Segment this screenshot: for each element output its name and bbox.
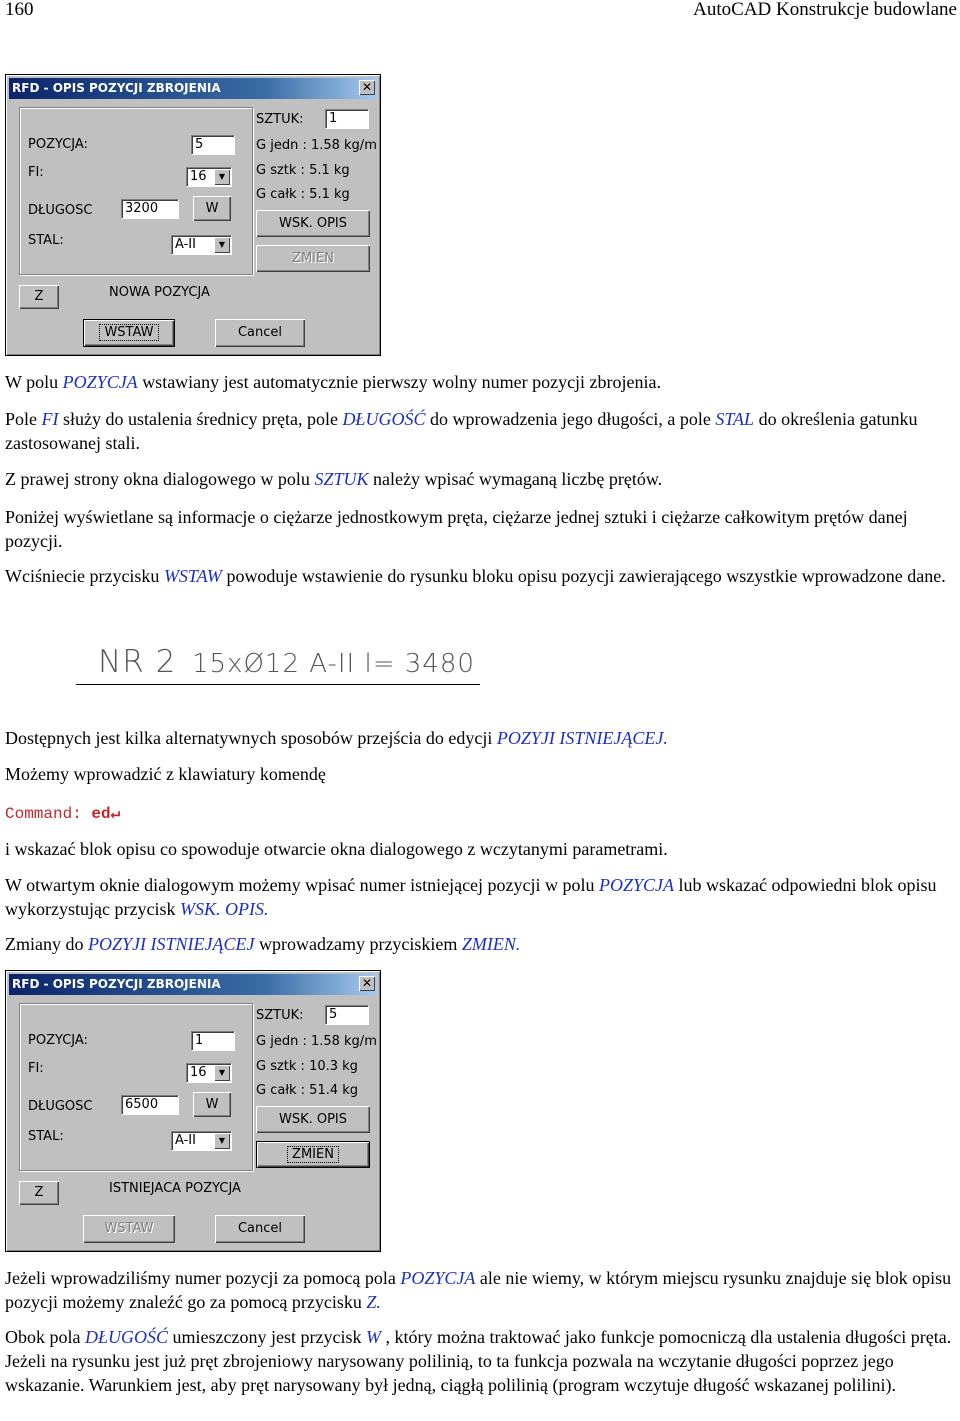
text: W polu [5, 372, 63, 392]
text: i wskazać blok opisu co spowoduje otwarcie okna dialogowego z wczytanymi parametrami. [5, 839, 668, 859]
sztuk-label: SZTUK: [256, 112, 304, 127]
text: lub wskazać odpowiedni blok opisu wykorzystując przycisk [5, 875, 937, 919]
text: W otwartym oknie dialogowym możemy wpisać numer istniejącej pozycji w polu [5, 875, 600, 895]
stal-label: STAL: [28, 233, 64, 248]
dialog-titlebar [9, 78, 377, 99]
chevron-down-icon[interactable]: ▼ [214, 1133, 230, 1149]
paragraph-existing [5, 873, 957, 921]
paragraph-edit-intro [5, 726, 957, 750]
text: ale nie wiemy, w którym miejscu rysunku znajduje się blok opisu pozycji możemy znaleźć go za pomocą przycisku [5, 1268, 952, 1312]
paragraph-changes [5, 932, 957, 956]
dialog-title: RFD - OPIS POZYCJI ZBROJENIA [12, 81, 221, 95]
dialog-new-position [5, 74, 381, 356]
text: Wciśniecie przycisku [5, 566, 164, 586]
keyword: STAL [715, 409, 755, 429]
status-text: NOWA POZYCJA [109, 285, 210, 300]
wsk-opis-button[interactable] [256, 210, 370, 237]
keyword: ZMIEN [461, 934, 516, 954]
paragraph-wstaw [5, 564, 957, 588]
close-icon[interactable]: ✕ [359, 80, 375, 95]
keyword: POZYCJA [599, 875, 675, 895]
text: do określenia gatunku zastosowanej stali. [5, 409, 918, 453]
zmien-button[interactable] [256, 1141, 370, 1168]
position-label-sample [76, 646, 480, 685]
stal-select[interactable] [171, 1131, 232, 1151]
nr-text: NR 2 [98, 644, 177, 680]
keyword: POZYJI ISTNIEJĄCEJ [496, 728, 664, 748]
keyword: Z [366, 1292, 377, 1312]
w-button-label: W [205, 201, 219, 216]
text: powoduje wstawienie do rysunku bloku opisu pozycji zawierającego wszystkie wprowadzone dane. [221, 566, 946, 586]
status-text: ISTNIEJACA POZYCJA [109, 1181, 241, 1196]
keyword: POZYJI ISTNIEJĄCEJ [88, 934, 255, 954]
text: . [263, 899, 269, 919]
stal-label: STAL: [28, 1129, 64, 1144]
sztuk-input[interactable]: 1 [325, 109, 369, 129]
keyword: W [365, 1327, 381, 1347]
wsk-opis-label: WSK. OPIS [278, 216, 348, 231]
book-title: AutoCAD Konstrukcje budowlane [693, 0, 957, 20]
dialog-titlebar [9, 974, 377, 995]
w-button[interactable] [193, 1092, 231, 1117]
dlugosc-input[interactable]: 3200 [121, 199, 179, 219]
text: Z prawej strony okna dialogowego w polu [5, 469, 315, 489]
g-calk-text: G całk : 51.4 kg [256, 1083, 359, 1098]
fi-label: FI: [28, 165, 44, 180]
cancel-label: Cancel [237, 325, 283, 340]
text: . [515, 934, 521, 954]
chevron-down-icon[interactable]: ▼ [214, 237, 230, 253]
text: Jeżeli wprowadziliśmy numer pozycji za pomocą pola [5, 1268, 401, 1288]
rebar-spec-text: 15xØ12 A-II l= 3480 [192, 649, 475, 679]
pozycja-input[interactable]: 1 [191, 1031, 235, 1051]
paragraph-weights [5, 505, 957, 553]
paragraph-command-intro [5, 762, 957, 786]
z-label: Z [34, 289, 44, 304]
g-sztk-text: G sztk : 5.1 kg [256, 163, 350, 178]
stal-select[interactable] [171, 235, 232, 255]
fi-value: 16 [190, 1065, 207, 1080]
keyword: POZYCJA [62, 372, 138, 392]
wstaw-label: WSTAW [100, 325, 157, 340]
cancel-label: Cancel [237, 1221, 283, 1236]
z-button[interactable] [19, 285, 59, 309]
close-icon[interactable]: ✕ [359, 976, 375, 991]
sztuk-input[interactable]: 5 [325, 1005, 369, 1025]
text: Obok pola [5, 1327, 85, 1347]
g-jedn-text: G jedn : 1.58 kg/m [256, 1034, 377, 1049]
pozycja-input[interactable]: 5 [191, 135, 235, 155]
zmien-button[interactable] [256, 245, 370, 272]
keyword: DŁUGOŚĆ [85, 1327, 169, 1347]
text: należy wpisać wymaganą liczbę prętów. [368, 469, 663, 489]
dlugosc-label: DŁUGOSC [28, 203, 93, 218]
text: do wprowadzenia jego długości, a pole [425, 409, 716, 429]
chevron-down-icon[interactable]: ▼ [214, 169, 230, 185]
wsk-opis-button[interactable] [256, 1106, 370, 1133]
text: Dostępnych jest kilka alternatywnych sposobów przejścia do edycji [5, 728, 497, 748]
stal-value: A-II [175, 1133, 196, 1148]
paragraph-sztuk [5, 467, 957, 491]
text: wprowadzamy przyciskiem [254, 934, 462, 954]
paragraph-pozycja [5, 370, 957, 394]
keyword: WSK. OPIS [179, 899, 264, 919]
g-calk-text: G całk : 5.1 kg [256, 187, 350, 202]
text: Zmiany do [5, 934, 88, 954]
text: Możemy wprowadzić z klawiatury komendę [5, 764, 326, 784]
keyword: DŁUGOŚĆ [342, 409, 426, 429]
text: , który można traktować jako funkcje pomocniczą dla ustalenia długości pręta. Jeżeli na rysunku jest już pręt zbrojeniowy narysowany polilinią, to ta funkcja pozwala na wczytanie długości poprzez jego wskazanie. Warunkiem jest, aby pręt narysowany był jedną, ciągłą polilinią (program wczytuje długość wskazanej polilini). [5, 1327, 952, 1395]
stal-value: A-II [175, 237, 196, 252]
text: . [663, 728, 668, 748]
command-text: ed↵ [91, 805, 121, 823]
command-line [5, 800, 957, 826]
pozycja-label: POZYCJA: [28, 1033, 88, 1048]
sztuk-label: SZTUK: [256, 1008, 304, 1023]
text: Poniżej wyświetlane są informacje o ciężarze jednostkowym pręta, ciężarze jednej sztuki i ciężarze całkowitym prętów danej pozycji. [5, 507, 908, 551]
fi-label: FI: [28, 1061, 44, 1076]
wstaw-button[interactable] [83, 1215, 175, 1243]
g-sztk-text: G sztk : 10.3 kg [256, 1059, 358, 1074]
chevron-down-icon[interactable]: ▼ [214, 1065, 230, 1081]
wstaw-label: WSTAW [104, 1221, 154, 1236]
page-number: 160 [5, 0, 34, 20]
dlugosc-label: DŁUGOSC [28, 1099, 93, 1114]
keyword: WSTAW [163, 566, 222, 586]
text: . [376, 1292, 381, 1312]
w-button[interactable] [193, 196, 231, 221]
paragraph-fields [5, 407, 957, 455]
text: wstawiany jest automatycznie pierwszy wolny numer pozycji zbrojenia. [137, 372, 662, 392]
fi-value: 16 [190, 169, 207, 184]
z-button[interactable] [19, 1181, 59, 1205]
g-jedn-text: G jedn : 1.58 kg/m [256, 138, 377, 153]
keyword: FI [41, 409, 59, 429]
text: umieszczony jest przycisk [168, 1327, 366, 1347]
zmien-label: ZMIEN [292, 251, 334, 266]
dialog-existing-position [5, 970, 381, 1252]
command-prompt: Command: [5, 805, 92, 823]
text: służy do ustalenia średnicy pręta, pole [58, 409, 343, 429]
cancel-button[interactable] [215, 319, 305, 347]
z-label: Z [34, 1185, 44, 1200]
dialog-title: RFD - OPIS POZYCJI ZBROJENIA [12, 977, 221, 991]
fi-select[interactable] [186, 167, 232, 187]
fi-select[interactable] [186, 1063, 232, 1083]
paragraph-find [5, 1266, 957, 1314]
keyword: POZYCJA [400, 1268, 476, 1288]
wstaw-button[interactable] [83, 319, 175, 347]
paragraph-w-button [5, 1325, 957, 1397]
paragraph-pick-block [5, 837, 957, 861]
cancel-button[interactable] [215, 1215, 305, 1243]
text: Pole [5, 409, 42, 429]
wsk-opis-label: WSK. OPIS [278, 1112, 348, 1127]
dlugosc-input[interactable]: 6500 [121, 1095, 179, 1115]
keyword: SZTUK [314, 469, 369, 489]
pozycja-label: POZYCJA: [28, 137, 88, 152]
w-button-label: W [205, 1097, 219, 1112]
zmien-label: ZMIEN [288, 1147, 338, 1162]
